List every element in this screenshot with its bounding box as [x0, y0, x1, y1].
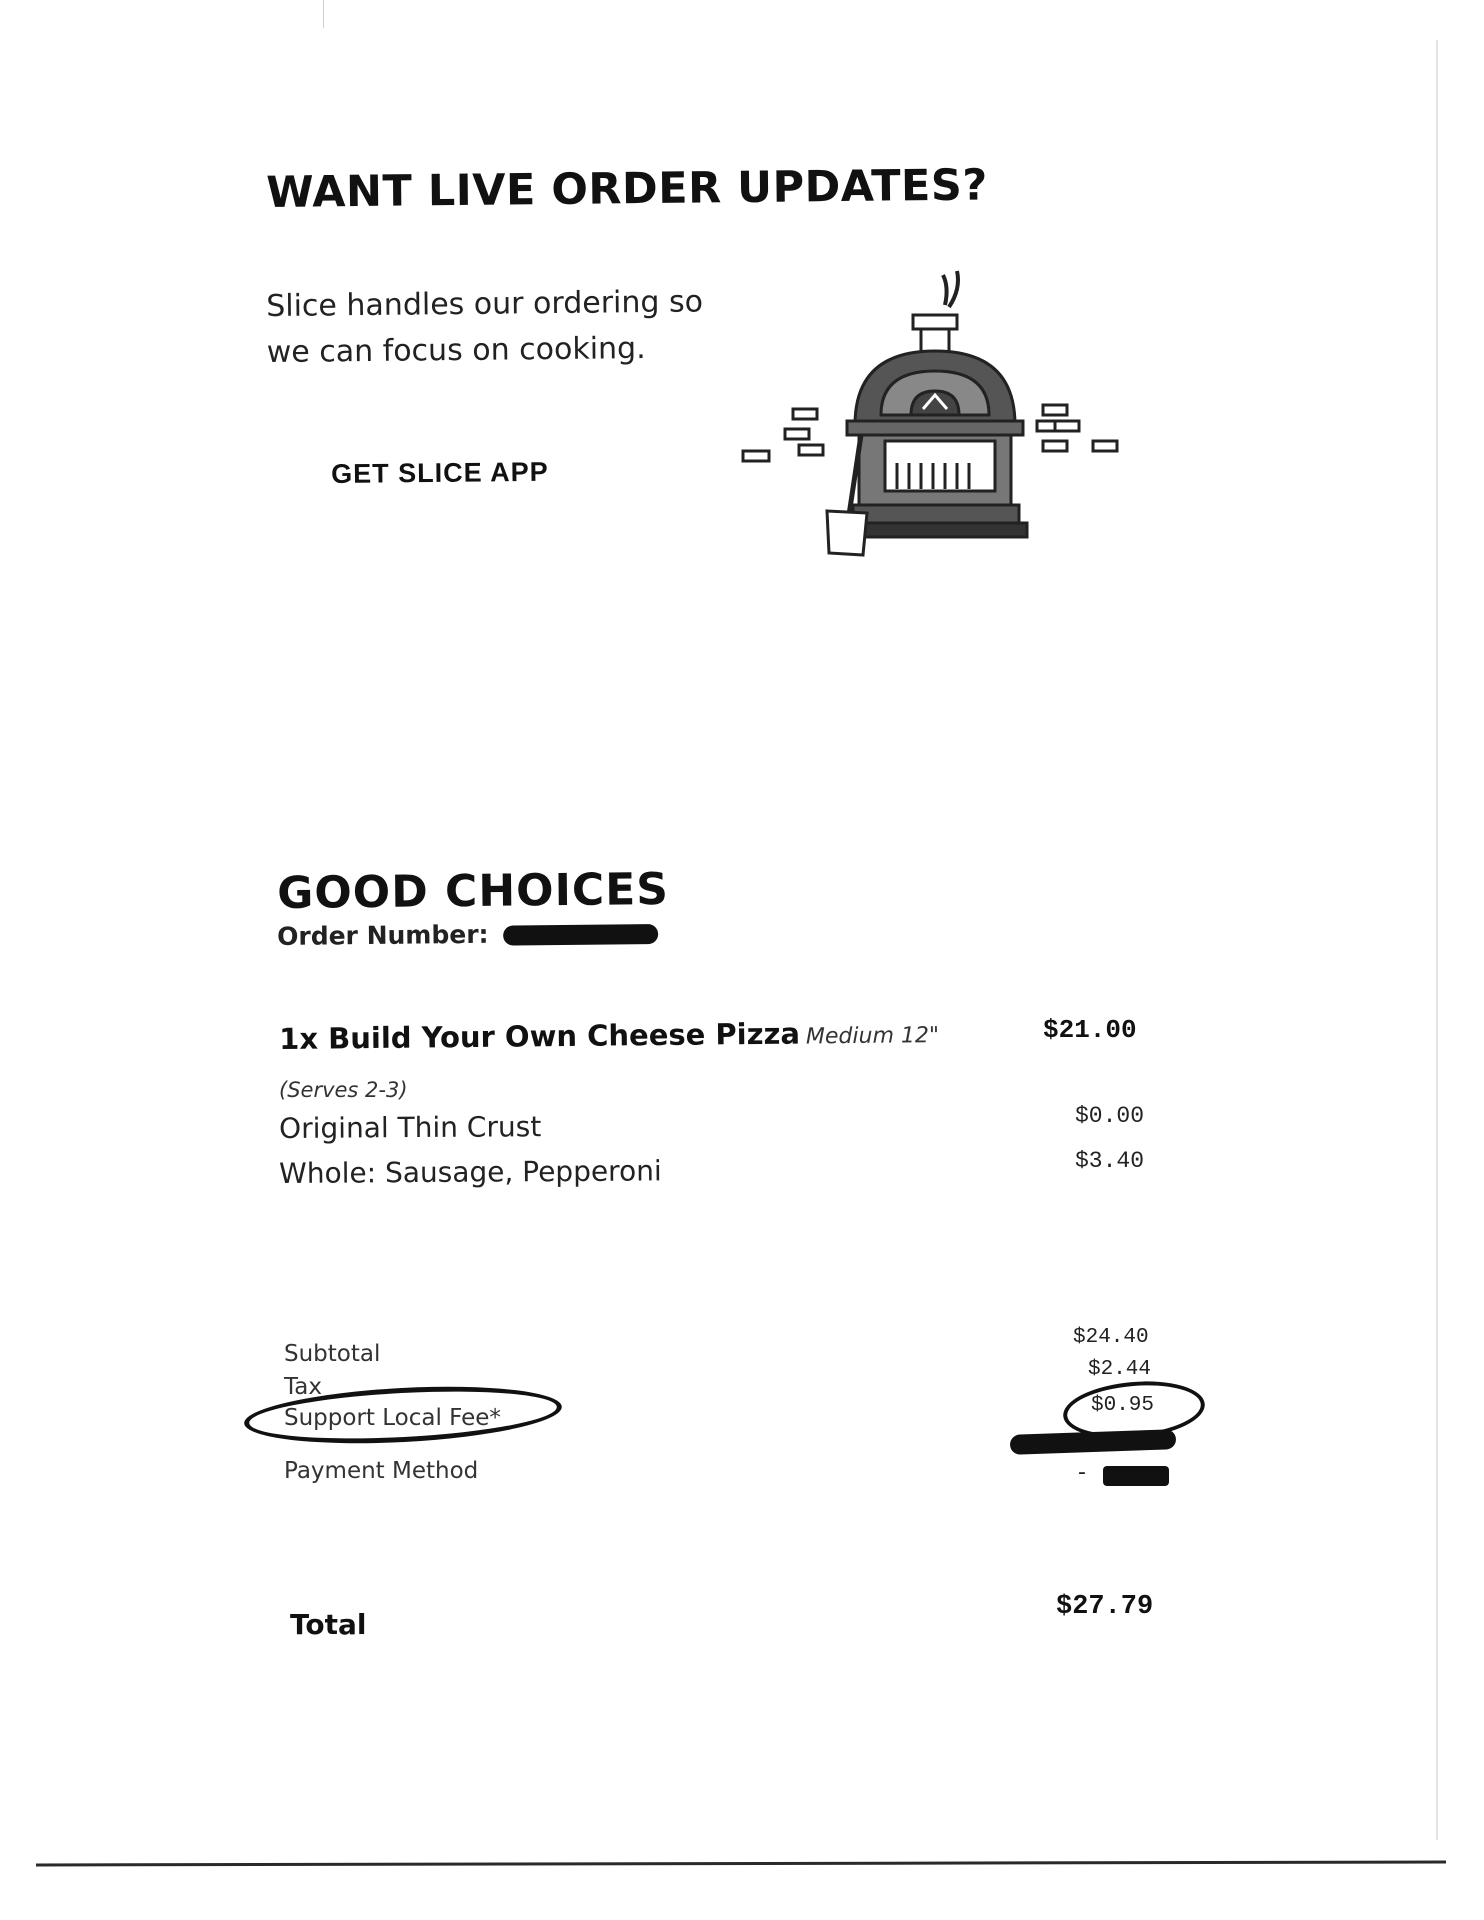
promo-line-1: Slice handles our ordering so — [266, 284, 704, 324]
modifier-label: Whole: Sausage, Pepperoni — [279, 1154, 662, 1190]
total-label: Total — [290, 1608, 367, 1641]
fee-label: Support Local Fee* — [284, 1405, 501, 1431]
payment-method-label: Payment Method — [284, 1458, 479, 1484]
promo-line-2: we can focus on cooking. — [266, 331, 646, 370]
fee-value: $0.95 — [1091, 1394, 1155, 1417]
tax-label: Tax — [284, 1374, 322, 1400]
page-edge-bottom — [36, 1861, 1446, 1867]
modifier-price: $0.00 — [1075, 1103, 1145, 1129]
order-number-label: Order Number: — [277, 919, 489, 951]
promo-text — [266, 279, 767, 376]
page-edge-right — [1436, 40, 1438, 1840]
subtotal-value: $24.40 — [1073, 1326, 1149, 1349]
item-name: 1x Build Your Own Cheese Pizza — [279, 1016, 801, 1056]
line-item-title — [279, 1015, 939, 1056]
item-price: $21.00 — [1043, 1015, 1137, 1045]
item-serves: (Serves 2-3) — [279, 1078, 408, 1102]
modifier-price: $3.40 — [1075, 1148, 1145, 1174]
item-size: Medium 12" — [805, 1023, 940, 1050]
promo-headline: WANT LIVE ORDER UPDATES? — [266, 160, 989, 218]
modifier-label: Original Thin Crust — [279, 1110, 542, 1145]
total-value: $27.79 — [1056, 1592, 1154, 1622]
subtotal-label: Subtotal — [284, 1341, 381, 1367]
order-number — [277, 918, 658, 951]
pizza-oven-icon — [735, 265, 1135, 565]
payment-dash: - — [1078, 1460, 1086, 1485]
restaurant-name: GOOD CHOICES — [277, 863, 670, 919]
get-slice-app-link[interactable]: GET SLICE APP — [331, 456, 549, 489]
redaction-mark — [1103, 1466, 1169, 1486]
scan-artifact — [323, 0, 324, 28]
redaction-mark — [1010, 1429, 1177, 1455]
redaction-mark — [503, 924, 658, 946]
tax-value: $2.44 — [1088, 1358, 1152, 1381]
